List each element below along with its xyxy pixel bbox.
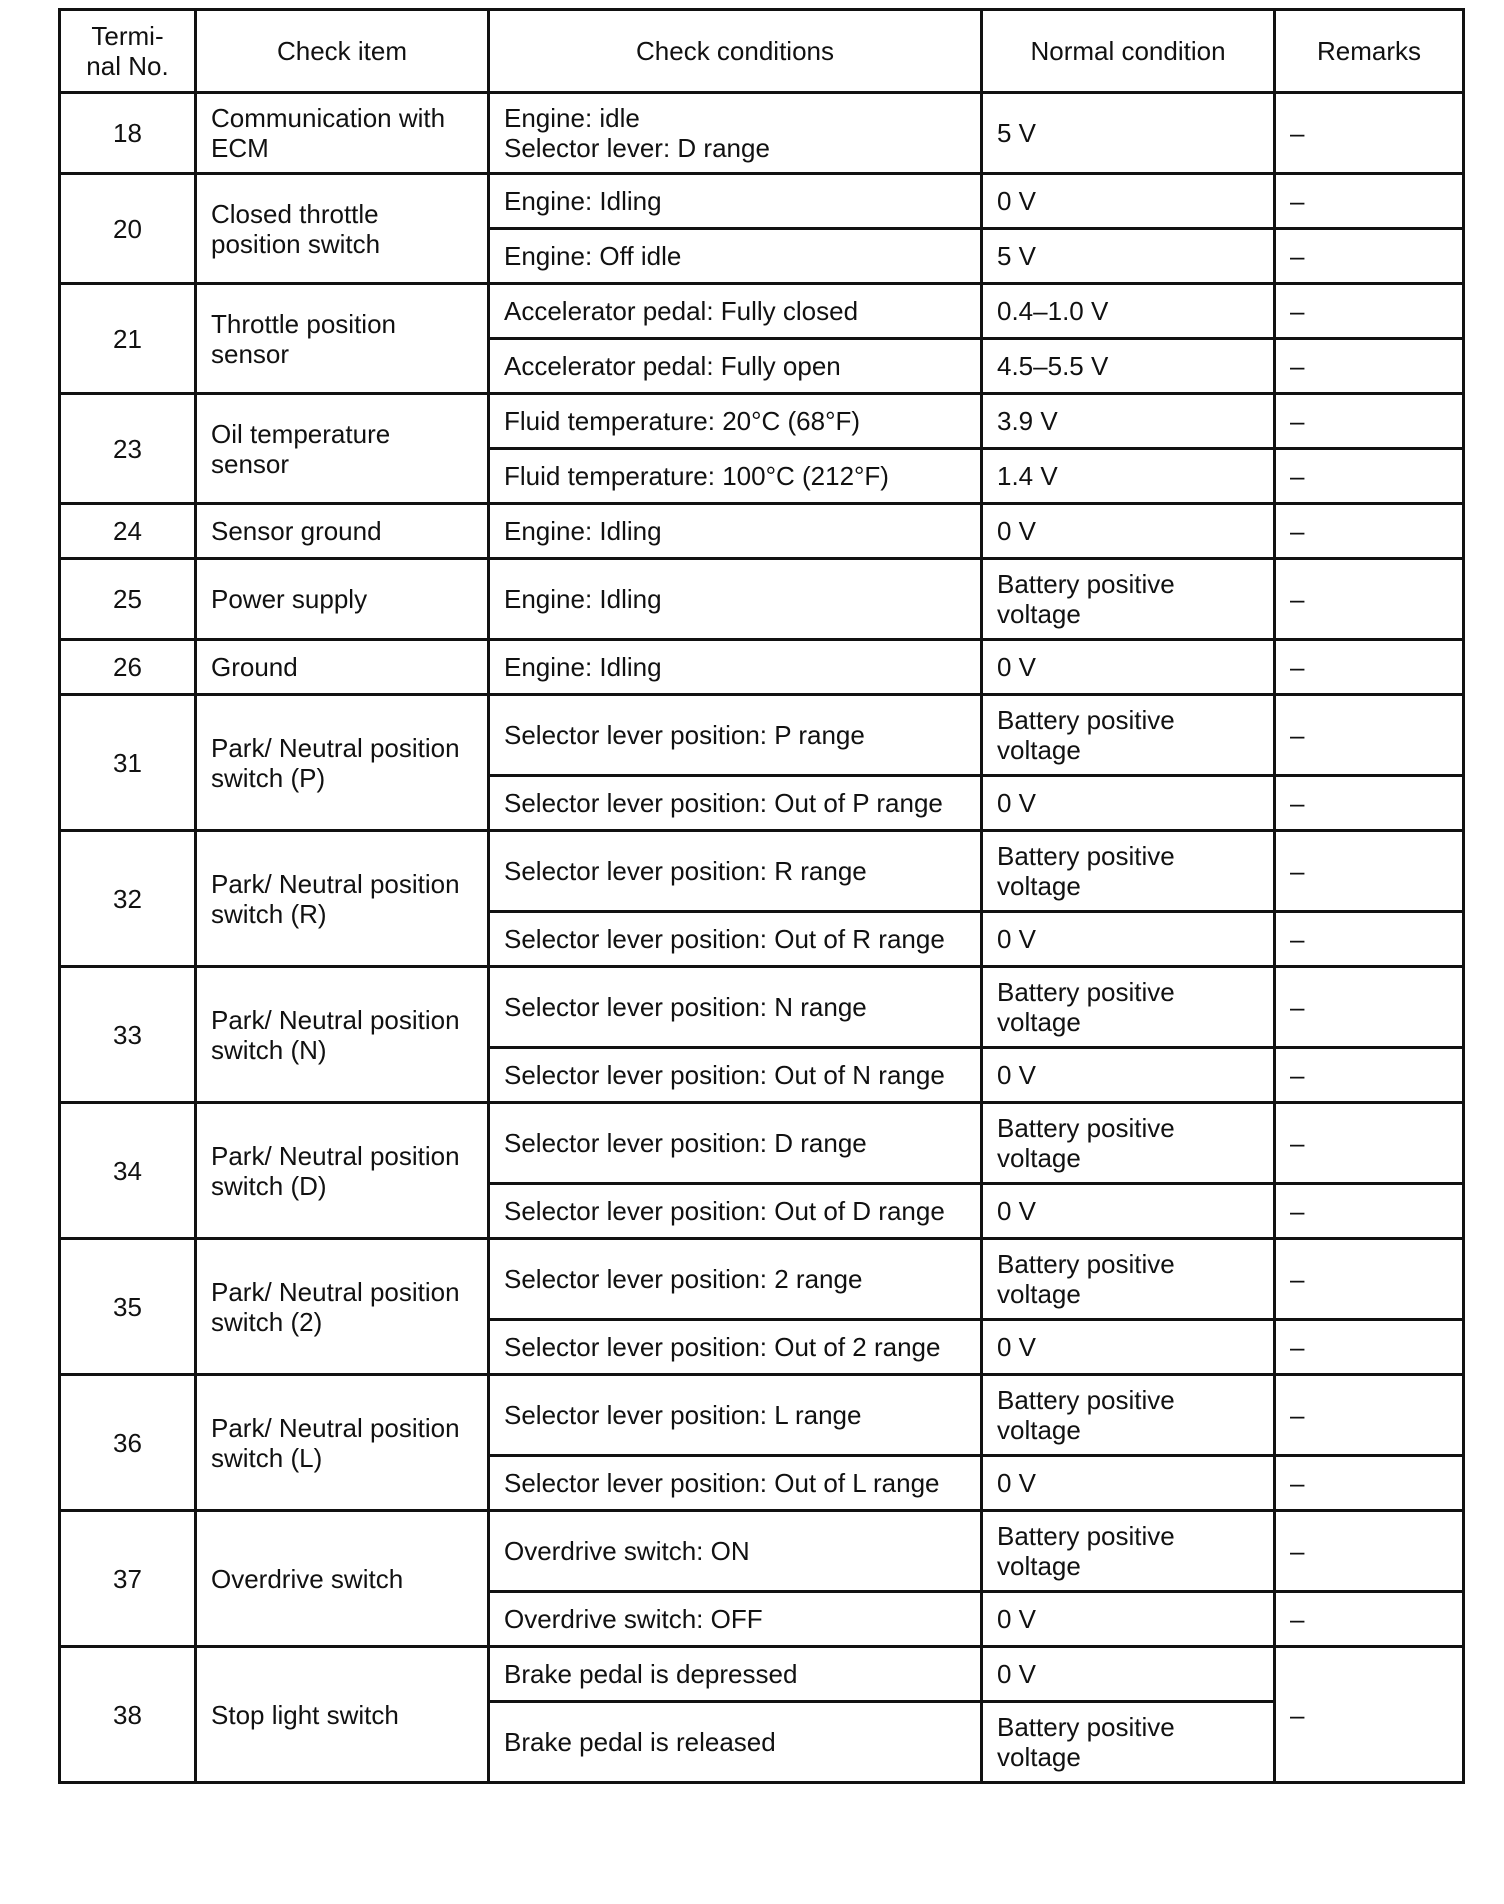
normal-condition-cell — [982, 93, 1275, 174]
table-header-row — [60, 10, 1464, 93]
normal-condition-text: 0 V — [997, 1332, 1037, 1362]
check-condition-text: Brake pedal is depressed — [504, 1659, 798, 1689]
check-item-cell — [196, 1103, 489, 1239]
remarks-text: – — [1290, 406, 1305, 436]
normal-condition-text: 0 V — [997, 652, 1037, 682]
check-item-text: Park/ Neutral position switch (D) — [211, 1140, 460, 1201]
check-condition-cell — [489, 93, 982, 174]
normal-condition-text: 0 V — [997, 1196, 1037, 1226]
check-item-text: Park/ Neutral position switch (2) — [211, 1276, 460, 1337]
normal-condition-cell — [982, 1320, 1275, 1375]
check-condition-cell — [489, 912, 982, 967]
check-condition-text: Engine: Idling — [504, 516, 662, 546]
table-row — [60, 640, 1464, 695]
normal-condition-text: Battery positive voltage — [997, 1712, 1175, 1772]
terminal-number-cell — [60, 967, 196, 1103]
terminal-number: 32 — [113, 883, 142, 914]
normal-condition-cell — [982, 640, 1275, 695]
terminal-number: 33 — [113, 1019, 142, 1050]
terminal-number: 21 — [113, 323, 142, 354]
remarks-text: – — [1290, 186, 1305, 216]
normal-condition-text: 3.9 V — [997, 406, 1058, 436]
remarks-cell — [1275, 640, 1464, 695]
check-condition-cell — [489, 776, 982, 831]
normal-condition-text: Battery positive voltage — [997, 1521, 1175, 1581]
check-item-text: Power supply — [211, 584, 368, 614]
remarks-text: – — [1290, 720, 1305, 750]
check-condition-text: Selector lever position: L range — [504, 1400, 862, 1430]
check-item-text: Park/ Neutral position switch (L) — [211, 1412, 460, 1473]
remarks-cell — [1275, 776, 1464, 831]
check-condition-text: Selector lever position: Out of N range — [504, 1060, 945, 1090]
table-row — [60, 394, 1464, 449]
remarks-text: – — [1290, 1196, 1305, 1226]
header-terminal-no: Termi- nal No. — [60, 10, 196, 93]
table-row — [60, 174, 1464, 229]
normal-condition-text: 0.4–1.0 V — [997, 296, 1109, 326]
check-item-text: Ground — [211, 652, 298, 682]
remarks-text: – — [1290, 241, 1305, 271]
terminal-number: 23 — [113, 433, 142, 464]
table-row — [60, 1511, 1464, 1592]
check-item-cell — [196, 1647, 489, 1783]
terminal-number: 26 — [113, 652, 142, 682]
check-item-cell — [196, 559, 489, 640]
header-normal-condition: Normal condition — [982, 10, 1275, 93]
header-check-item: Check item — [196, 10, 489, 93]
check-condition-text: Fluid temperature: 100°C (212°F) — [504, 461, 889, 491]
check-item-cell — [196, 695, 489, 831]
terminal-number: 38 — [113, 1699, 142, 1730]
table-row — [60, 559, 1464, 640]
normal-condition-text: Battery positive voltage — [997, 705, 1175, 765]
remarks-text: – — [1290, 992, 1305, 1022]
remarks-cell — [1275, 1375, 1464, 1456]
normal-condition-cell — [982, 1702, 1275, 1783]
normal-condition-cell — [982, 449, 1275, 504]
remarks-text: – — [1290, 924, 1305, 954]
normal-condition-text: Battery positive voltage — [997, 977, 1175, 1037]
check-condition-text: Selector lever position: P range — [504, 720, 865, 750]
terminal-number: 37 — [113, 1563, 142, 1594]
remarks-cell — [1275, 1103, 1464, 1184]
check-condition-cell — [489, 1320, 982, 1375]
normal-condition-cell — [982, 831, 1275, 912]
check-condition-cell — [489, 1048, 982, 1103]
check-condition-cell — [489, 1647, 982, 1702]
check-condition-text: Selector lever position: N range — [504, 992, 867, 1022]
remarks-text: – — [1290, 461, 1305, 491]
check-condition-cell — [489, 1456, 982, 1511]
check-item-cell — [196, 93, 489, 174]
remarks-text: – — [1290, 351, 1305, 381]
remarks-cell — [1275, 93, 1464, 174]
check-condition-text: Engine: idle Selector lever: D range — [504, 103, 770, 163]
normal-condition-text: 0 V — [997, 1468, 1037, 1498]
normal-condition-text: 4.5–5.5 V — [997, 351, 1109, 381]
check-item-text: Throttle position sensor — [211, 308, 396, 369]
terminal-number-cell — [60, 1103, 196, 1239]
check-condition-text: Selector lever position: Out of R range — [504, 924, 945, 954]
check-condition-text: Engine: Idling — [504, 584, 662, 614]
check-condition-cell — [489, 1184, 982, 1239]
remarks-text: – — [1290, 1400, 1305, 1430]
terminal-number-cell — [60, 394, 196, 504]
terminal-number-cell — [60, 1511, 196, 1647]
remarks-text: – — [1290, 296, 1305, 326]
table-body — [60, 93, 1464, 1783]
check-item-text: Park/ Neutral position switch (P) — [211, 732, 460, 793]
normal-condition-text: 0 V — [997, 516, 1037, 546]
check-item-cell — [196, 831, 489, 967]
check-item-cell — [196, 967, 489, 1103]
normal-condition-cell — [982, 1184, 1275, 1239]
normal-condition-text: 0 V — [997, 924, 1037, 954]
check-condition-text: Engine: Idling — [504, 186, 662, 216]
check-condition-cell — [489, 394, 982, 449]
normal-condition-text: Battery positive voltage — [997, 1113, 1175, 1173]
normal-condition-cell — [982, 1048, 1275, 1103]
normal-condition-text: 0 V — [997, 186, 1037, 216]
remarks-text: – — [1290, 118, 1305, 148]
check-condition-cell — [489, 640, 982, 695]
normal-condition-text: 5 V — [997, 118, 1037, 148]
terminal-number-cell — [60, 284, 196, 394]
remarks-text: – — [1290, 788, 1305, 818]
terminal-number: 34 — [113, 1155, 142, 1186]
check-item-text: Closed throttle position switch — [211, 198, 381, 259]
terminal-number-cell — [60, 1375, 196, 1511]
remarks-text: – — [1290, 1699, 1305, 1730]
check-condition-text: Selector lever position: R range — [504, 856, 867, 886]
remarks-cell — [1275, 1184, 1464, 1239]
check-condition-cell — [489, 967, 982, 1048]
check-item-cell — [196, 394, 489, 504]
remarks-cell — [1275, 1456, 1464, 1511]
check-item-cell — [196, 504, 489, 559]
terminal-number: 18 — [113, 118, 142, 148]
terminal-check-table — [58, 8, 1465, 1784]
check-condition-cell — [489, 1103, 982, 1184]
check-condition-cell — [489, 831, 982, 912]
normal-condition-cell — [982, 394, 1275, 449]
check-item-text: Park/ Neutral position switch (R) — [211, 868, 460, 929]
terminal-number: 35 — [113, 1291, 142, 1322]
check-item-cell — [196, 174, 489, 284]
check-condition-cell — [489, 559, 982, 640]
remarks-text: – — [1290, 516, 1305, 546]
check-condition-cell — [489, 174, 982, 229]
check-condition-cell — [489, 1702, 982, 1783]
normal-condition-cell — [982, 1375, 1275, 1456]
check-item-text: Sensor ground — [211, 516, 382, 546]
check-condition-text: Overdrive switch: OFF — [504, 1604, 763, 1634]
check-item-cell — [196, 1375, 489, 1511]
normal-condition-cell — [982, 229, 1275, 284]
remarks-cell — [1275, 339, 1464, 394]
remarks-cell — [1275, 1320, 1464, 1375]
check-item-text: Park/ Neutral position switch (N) — [211, 1004, 460, 1065]
table-row — [60, 967, 1464, 1048]
terminal-number: 24 — [113, 516, 142, 546]
check-condition-cell — [489, 1375, 982, 1456]
table-row — [60, 1239, 1464, 1320]
table-row — [60, 1375, 1464, 1456]
remarks-text: – — [1290, 1332, 1305, 1362]
normal-condition-cell — [982, 174, 1275, 229]
check-condition-text: Fluid temperature: 20°C (68°F) — [504, 406, 861, 436]
normal-condition-cell — [982, 504, 1275, 559]
normal-condition-cell — [982, 284, 1275, 339]
remarks-cell — [1275, 1511, 1464, 1592]
remarks-cell — [1275, 504, 1464, 559]
check-condition-cell — [489, 284, 982, 339]
remarks-text: – — [1290, 1604, 1305, 1634]
normal-condition-text: 5 V — [997, 241, 1037, 271]
remarks-text: – — [1290, 1536, 1305, 1566]
check-condition-text: Engine: Off idle — [504, 241, 682, 271]
terminal-number: 20 — [113, 213, 142, 244]
normal-condition-cell — [982, 695, 1275, 776]
check-condition-cell — [489, 1592, 982, 1647]
check-item-text: Stop light switch — [211, 1699, 399, 1730]
remarks-cell — [1275, 174, 1464, 229]
table-row — [60, 93, 1464, 174]
check-condition-cell — [489, 339, 982, 394]
normal-condition-text: 0 V — [997, 788, 1037, 818]
normal-condition-text: Battery positive voltage — [997, 1249, 1175, 1309]
check-item-cell — [196, 284, 489, 394]
terminal-check-sheet — [58, 8, 1462, 1784]
remarks-cell — [1275, 1592, 1464, 1647]
header-check-conditions: Check conditions — [489, 10, 982, 93]
check-condition-cell — [489, 695, 982, 776]
normal-condition-cell — [982, 1592, 1275, 1647]
terminal-number-cell — [60, 831, 196, 967]
check-condition-cell — [489, 1511, 982, 1592]
check-condition-cell — [489, 504, 982, 559]
check-item-text: Oil temperature sensor — [211, 418, 391, 479]
remarks-cell — [1275, 229, 1464, 284]
normal-condition-cell — [982, 967, 1275, 1048]
terminal-number: 36 — [113, 1427, 142, 1458]
normal-condition-text: 1.4 V — [997, 461, 1058, 491]
check-condition-text: Brake pedal is released — [504, 1727, 776, 1757]
remarks-text: – — [1290, 652, 1305, 682]
normal-condition-cell — [982, 912, 1275, 967]
remarks-text: – — [1290, 584, 1305, 614]
check-condition-text: Selector lever position: 2 range — [504, 1264, 863, 1294]
check-item-cell — [196, 640, 489, 695]
normal-condition-text: 0 V — [997, 1060, 1037, 1090]
terminal-number-cell — [60, 695, 196, 831]
normal-condition-cell — [982, 1511, 1275, 1592]
check-condition-text: Selector lever position: Out of L range — [504, 1468, 940, 1498]
terminal-number-cell — [60, 559, 196, 640]
terminal-number: 25 — [113, 584, 142, 614]
remarks-text: – — [1290, 856, 1305, 886]
check-condition-text: Overdrive switch: ON — [504, 1536, 750, 1566]
remarks-cell — [1275, 695, 1464, 776]
normal-condition-cell — [982, 339, 1275, 394]
check-condition-text: Selector lever position: Out of P range — [504, 788, 943, 818]
check-condition-text: Engine: Idling — [504, 652, 662, 682]
table-row — [60, 695, 1464, 776]
check-condition-text: Accelerator pedal: Fully closed — [504, 296, 859, 326]
check-condition-cell — [489, 449, 982, 504]
table-row — [60, 504, 1464, 559]
table-row — [60, 1647, 1464, 1702]
check-item-cell — [196, 1239, 489, 1375]
remarks-text: – — [1290, 1060, 1305, 1090]
check-condition-cell — [489, 1239, 982, 1320]
normal-condition-cell — [982, 559, 1275, 640]
normal-condition-text: Battery positive voltage — [997, 1385, 1175, 1445]
check-condition-text: Accelerator pedal: Fully open — [504, 351, 841, 381]
check-item-text: Communication with ECM — [211, 103, 446, 163]
normal-condition-text: Battery positive voltage — [997, 569, 1175, 629]
remarks-cell — [1275, 967, 1464, 1048]
check-condition-text: Selector lever position: Out of D range — [504, 1196, 945, 1226]
terminal-number-cell — [60, 1239, 196, 1375]
normal-condition-text: 0 V — [997, 1659, 1037, 1689]
normal-condition-text: Battery positive voltage — [997, 841, 1175, 901]
remarks-cell — [1275, 394, 1464, 449]
table-row — [60, 1103, 1464, 1184]
normal-condition-cell — [982, 1239, 1275, 1320]
check-item-text: Overdrive switch — [211, 1563, 404, 1594]
remarks-cell — [1275, 912, 1464, 967]
terminal-number-cell — [60, 640, 196, 695]
remarks-cell — [1275, 1048, 1464, 1103]
terminal-number-cell — [60, 1647, 196, 1783]
remarks-cell — [1275, 449, 1464, 504]
normal-condition-cell — [982, 1103, 1275, 1184]
normal-condition-cell — [982, 1456, 1275, 1511]
remarks-text: – — [1290, 1264, 1305, 1294]
check-condition-text: Selector lever position: Out of 2 range — [504, 1332, 941, 1362]
remarks-cell — [1275, 284, 1464, 339]
header-remarks: Remarks — [1275, 10, 1464, 93]
normal-condition-cell — [982, 1647, 1275, 1702]
remarks-cell — [1275, 1647, 1464, 1783]
terminal-number-cell — [60, 504, 196, 559]
remarks-text: – — [1290, 1468, 1305, 1498]
terminal-number-cell — [60, 174, 196, 284]
remarks-cell — [1275, 1239, 1464, 1320]
remarks-cell — [1275, 831, 1464, 912]
terminal-number-cell — [60, 93, 196, 174]
remarks-cell — [1275, 559, 1464, 640]
normal-condition-text: 0 V — [997, 1604, 1037, 1634]
check-item-cell — [196, 1511, 489, 1647]
table-row — [60, 284, 1464, 339]
terminal-number: 31 — [113, 747, 142, 778]
check-condition-text: Selector lever position: D range — [504, 1128, 867, 1158]
remarks-text: – — [1290, 1128, 1305, 1158]
normal-condition-cell — [982, 776, 1275, 831]
table-row — [60, 831, 1464, 912]
check-condition-cell — [489, 229, 982, 284]
